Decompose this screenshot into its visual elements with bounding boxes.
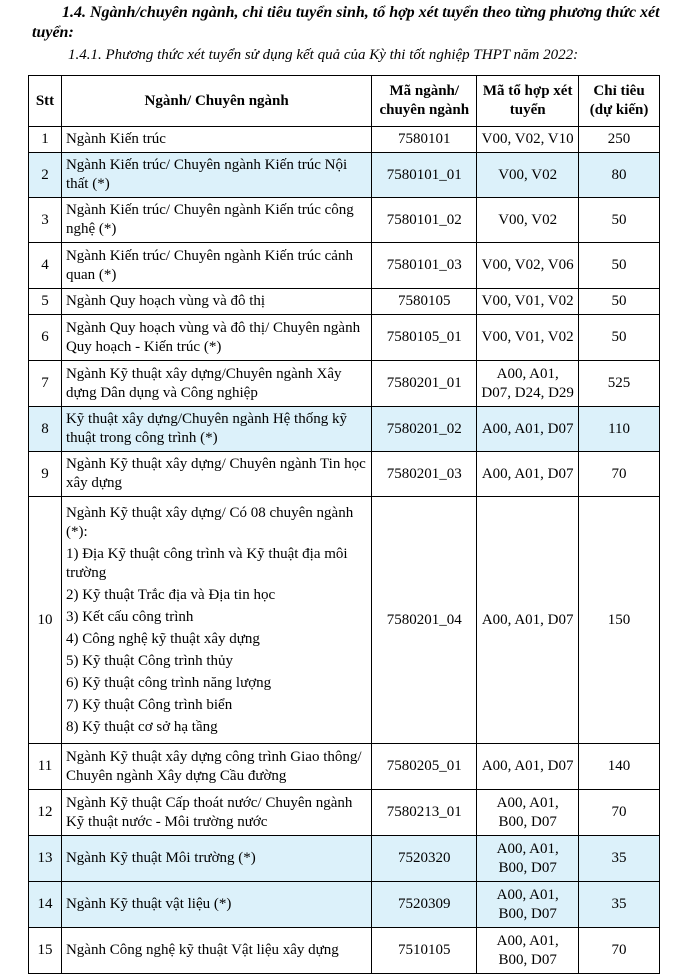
table-row	[29, 153, 660, 198]
cell-major: Ngành Kiến trúc	[61, 127, 371, 153]
cell-major: Kỹ thuật xây dựng/Chuyên ngành Hệ thống kỹ thuật trong công trình (*)	[61, 407, 371, 452]
cell-combination: V00, V01, V02	[477, 289, 579, 315]
cell-code: 7520309	[372, 882, 477, 928]
cell-major: Ngành Kỹ thuật Môi trường (*)	[61, 836, 371, 882]
cell-quota: 50	[579, 243, 660, 289]
cell-stt: 14	[29, 882, 62, 928]
cell-major	[61, 497, 371, 744]
cell-quota: 525	[579, 361, 660, 407]
cell-combination: A00, A01, D07	[477, 497, 579, 744]
cell-stt: 4	[29, 243, 62, 289]
cell-combination: A00, A01, D07	[477, 744, 579, 790]
cell-code: 7580101_01	[372, 153, 477, 198]
cell-code: 7580201_03	[372, 452, 477, 497]
cell-combination: A00, A01, B00, D07	[477, 928, 579, 974]
cell-quota: 35	[579, 836, 660, 882]
cell-code: 7520320	[372, 836, 477, 882]
cell-quota: 70	[579, 790, 660, 836]
specialization-item: 3) Kết cấu công trình	[65, 608, 194, 625]
cell-stt: 7	[29, 361, 62, 407]
header-major: Ngành/ Chuyên ngành	[61, 76, 371, 127]
cell-code: 7510105	[372, 928, 477, 974]
cell-code: 7580201_04	[372, 497, 477, 744]
specialization-item: 6) Kỹ thuật công trình năng lượng	[65, 674, 272, 691]
table-row	[29, 243, 660, 289]
cell-code: 7580101_03	[372, 243, 477, 289]
cell-major: Ngành Công nghệ kỹ thuật Vật liệu xây dựng	[61, 928, 371, 974]
table-row	[29, 289, 660, 315]
cell-quota: 140	[579, 744, 660, 790]
cell-combination: V00, V01, V02	[477, 315, 579, 361]
cell-stt: 13	[29, 836, 62, 882]
header-major-code: Mã ngành/ chuyên ngành	[372, 76, 477, 127]
cell-major: Ngành Quy hoạch vùng và đô thị	[61, 289, 371, 315]
cell-code: 7580105_01	[372, 315, 477, 361]
cell-combination: A00, A01, B00, D07	[477, 882, 579, 928]
cell-stt: 2	[29, 153, 62, 198]
cell-combination: A00, A01, D07	[477, 452, 579, 497]
header-subject-combination: Mã tổ hợp xét tuyển	[477, 76, 579, 127]
cell-code: 7580101_02	[372, 198, 477, 243]
cell-quota: 110	[579, 407, 660, 452]
cell-code: 7580201_01	[372, 361, 477, 407]
table-row	[29, 361, 660, 407]
cell-combination: V00, V02, V06	[477, 243, 579, 289]
cell-major: Ngành Kỹ thuật vật liệu (*)	[61, 882, 371, 928]
cell-combination: V00, V02	[477, 153, 579, 198]
header-quota: Chỉ tiêu (dự kiến)	[579, 76, 660, 127]
cell-quota: 70	[579, 928, 660, 974]
table-row	[29, 882, 660, 928]
cell-combination: V00, V02	[477, 198, 579, 243]
table-header-row	[29, 76, 660, 127]
cell-code: 7580201_02	[372, 407, 477, 452]
cell-quota: 50	[579, 198, 660, 243]
cell-combination: A00, A01, B00, D07	[477, 790, 579, 836]
cell-quota: 50	[579, 315, 660, 361]
cell-combination: A00, A01, D07	[477, 407, 579, 452]
cell-major: Ngành Kỹ thuật xây dựng/Chuyên ngành Xây dựng Dân dụng và Công nghiệp	[61, 361, 371, 407]
table-row	[29, 790, 660, 836]
cell-major: Ngành Kiến trúc/ Chuyên ngành Kiến trúc công nghệ (*)	[61, 198, 371, 243]
cell-stt: 11	[29, 744, 62, 790]
table-row	[29, 198, 660, 243]
cell-major: Ngành Kiến trúc/ Chuyên ngành Kiến trúc Nội thất (*)	[61, 153, 371, 198]
cell-quota: 50	[579, 289, 660, 315]
cell-quota: 250	[579, 127, 660, 153]
cell-combination: A00, A01, D07, D24, D29	[477, 361, 579, 407]
cell-quota: 80	[579, 153, 660, 198]
cell-combination: A00, A01, B00, D07	[477, 836, 579, 882]
table-row	[29, 836, 660, 882]
cell-major: Ngành Kỹ thuật xây dựng công trình Giao thông/ Chuyên ngành Xây dựng Cầu đường	[61, 744, 371, 790]
table-row	[29, 744, 660, 790]
specialization-item: 8) Kỹ thuật cơ sở hạ tầng	[65, 718, 218, 735]
table-row	[29, 127, 660, 153]
cell-stt: 12	[29, 790, 62, 836]
cell-code: 7580213_01	[372, 790, 477, 836]
cell-combination: V00, V02, V10	[477, 127, 579, 153]
cell-major: Ngành Kỹ thuật xây dựng/ Chuyên ngành Tin học xây dựng	[61, 452, 371, 497]
admission-quota-table	[28, 75, 660, 974]
cell-stt: 5	[29, 289, 62, 315]
specialization-item: 1) Địa Kỹ thuật công trình và Kỹ thuật địa môi trường	[65, 545, 348, 581]
table-row	[29, 315, 660, 361]
table-row	[29, 497, 660, 744]
header-stt: Stt	[29, 76, 62, 127]
cell-quota: 150	[579, 497, 660, 744]
cell-stt: 6	[29, 315, 62, 361]
table-row	[29, 407, 660, 452]
cell-code: 7580105	[372, 289, 477, 315]
section-heading: 1.4. Ngành/chuyên ngành, chỉ tiêu tuyển sinh, tổ hợp xét tuyển theo từng phương thức xét tuyển:	[32, 4, 660, 41]
table-row	[29, 452, 660, 497]
cell-code: 7580205_01	[372, 744, 477, 790]
cell-stt: 3	[29, 198, 62, 243]
subsection-heading: 1.4.1. Phương thức xét tuyển sử dụng kết quả của Kỳ thi tốt nghiệp THPT năm 2022:	[68, 47, 579, 63]
cell-code: 7580101	[372, 127, 477, 153]
specialization-item: 7) Kỹ thuật Công trình biển	[65, 696, 233, 713]
table-body	[29, 127, 660, 974]
cell-stt: 8	[29, 407, 62, 452]
cell-quota: 35	[579, 882, 660, 928]
cell-stt: 15	[29, 928, 62, 974]
specialization-item: 2) Kỹ thuật Trắc địa và Địa tin học	[65, 586, 276, 603]
specialization-item: 5) Kỹ thuật Công trình thủy	[65, 652, 234, 669]
cell-stt: 10	[29, 497, 62, 744]
table-row	[29, 928, 660, 974]
cell-quota: 70	[579, 452, 660, 497]
specialization-item: 4) Công nghệ kỹ thuật xây dựng	[65, 630, 260, 647]
cell-major: Ngành Kiến trúc/ Chuyên ngành Kiến trúc cảnh quan (*)	[61, 243, 371, 289]
major-title: Ngành Kỹ thuật xây dựng/ Có 08 chuyên ngành (*):	[65, 504, 354, 540]
cell-stt: 1	[29, 127, 62, 153]
cell-major: Ngành Kỹ thuật Cấp thoát nước/ Chuyên ngành Kỹ thuật nước - Môi trường nước	[61, 790, 371, 836]
cell-stt: 9	[29, 452, 62, 497]
cell-major: Ngành Quy hoạch vùng và đô thị/ Chuyên ngành Quy hoạch - Kiến trúc (*)	[61, 315, 371, 361]
